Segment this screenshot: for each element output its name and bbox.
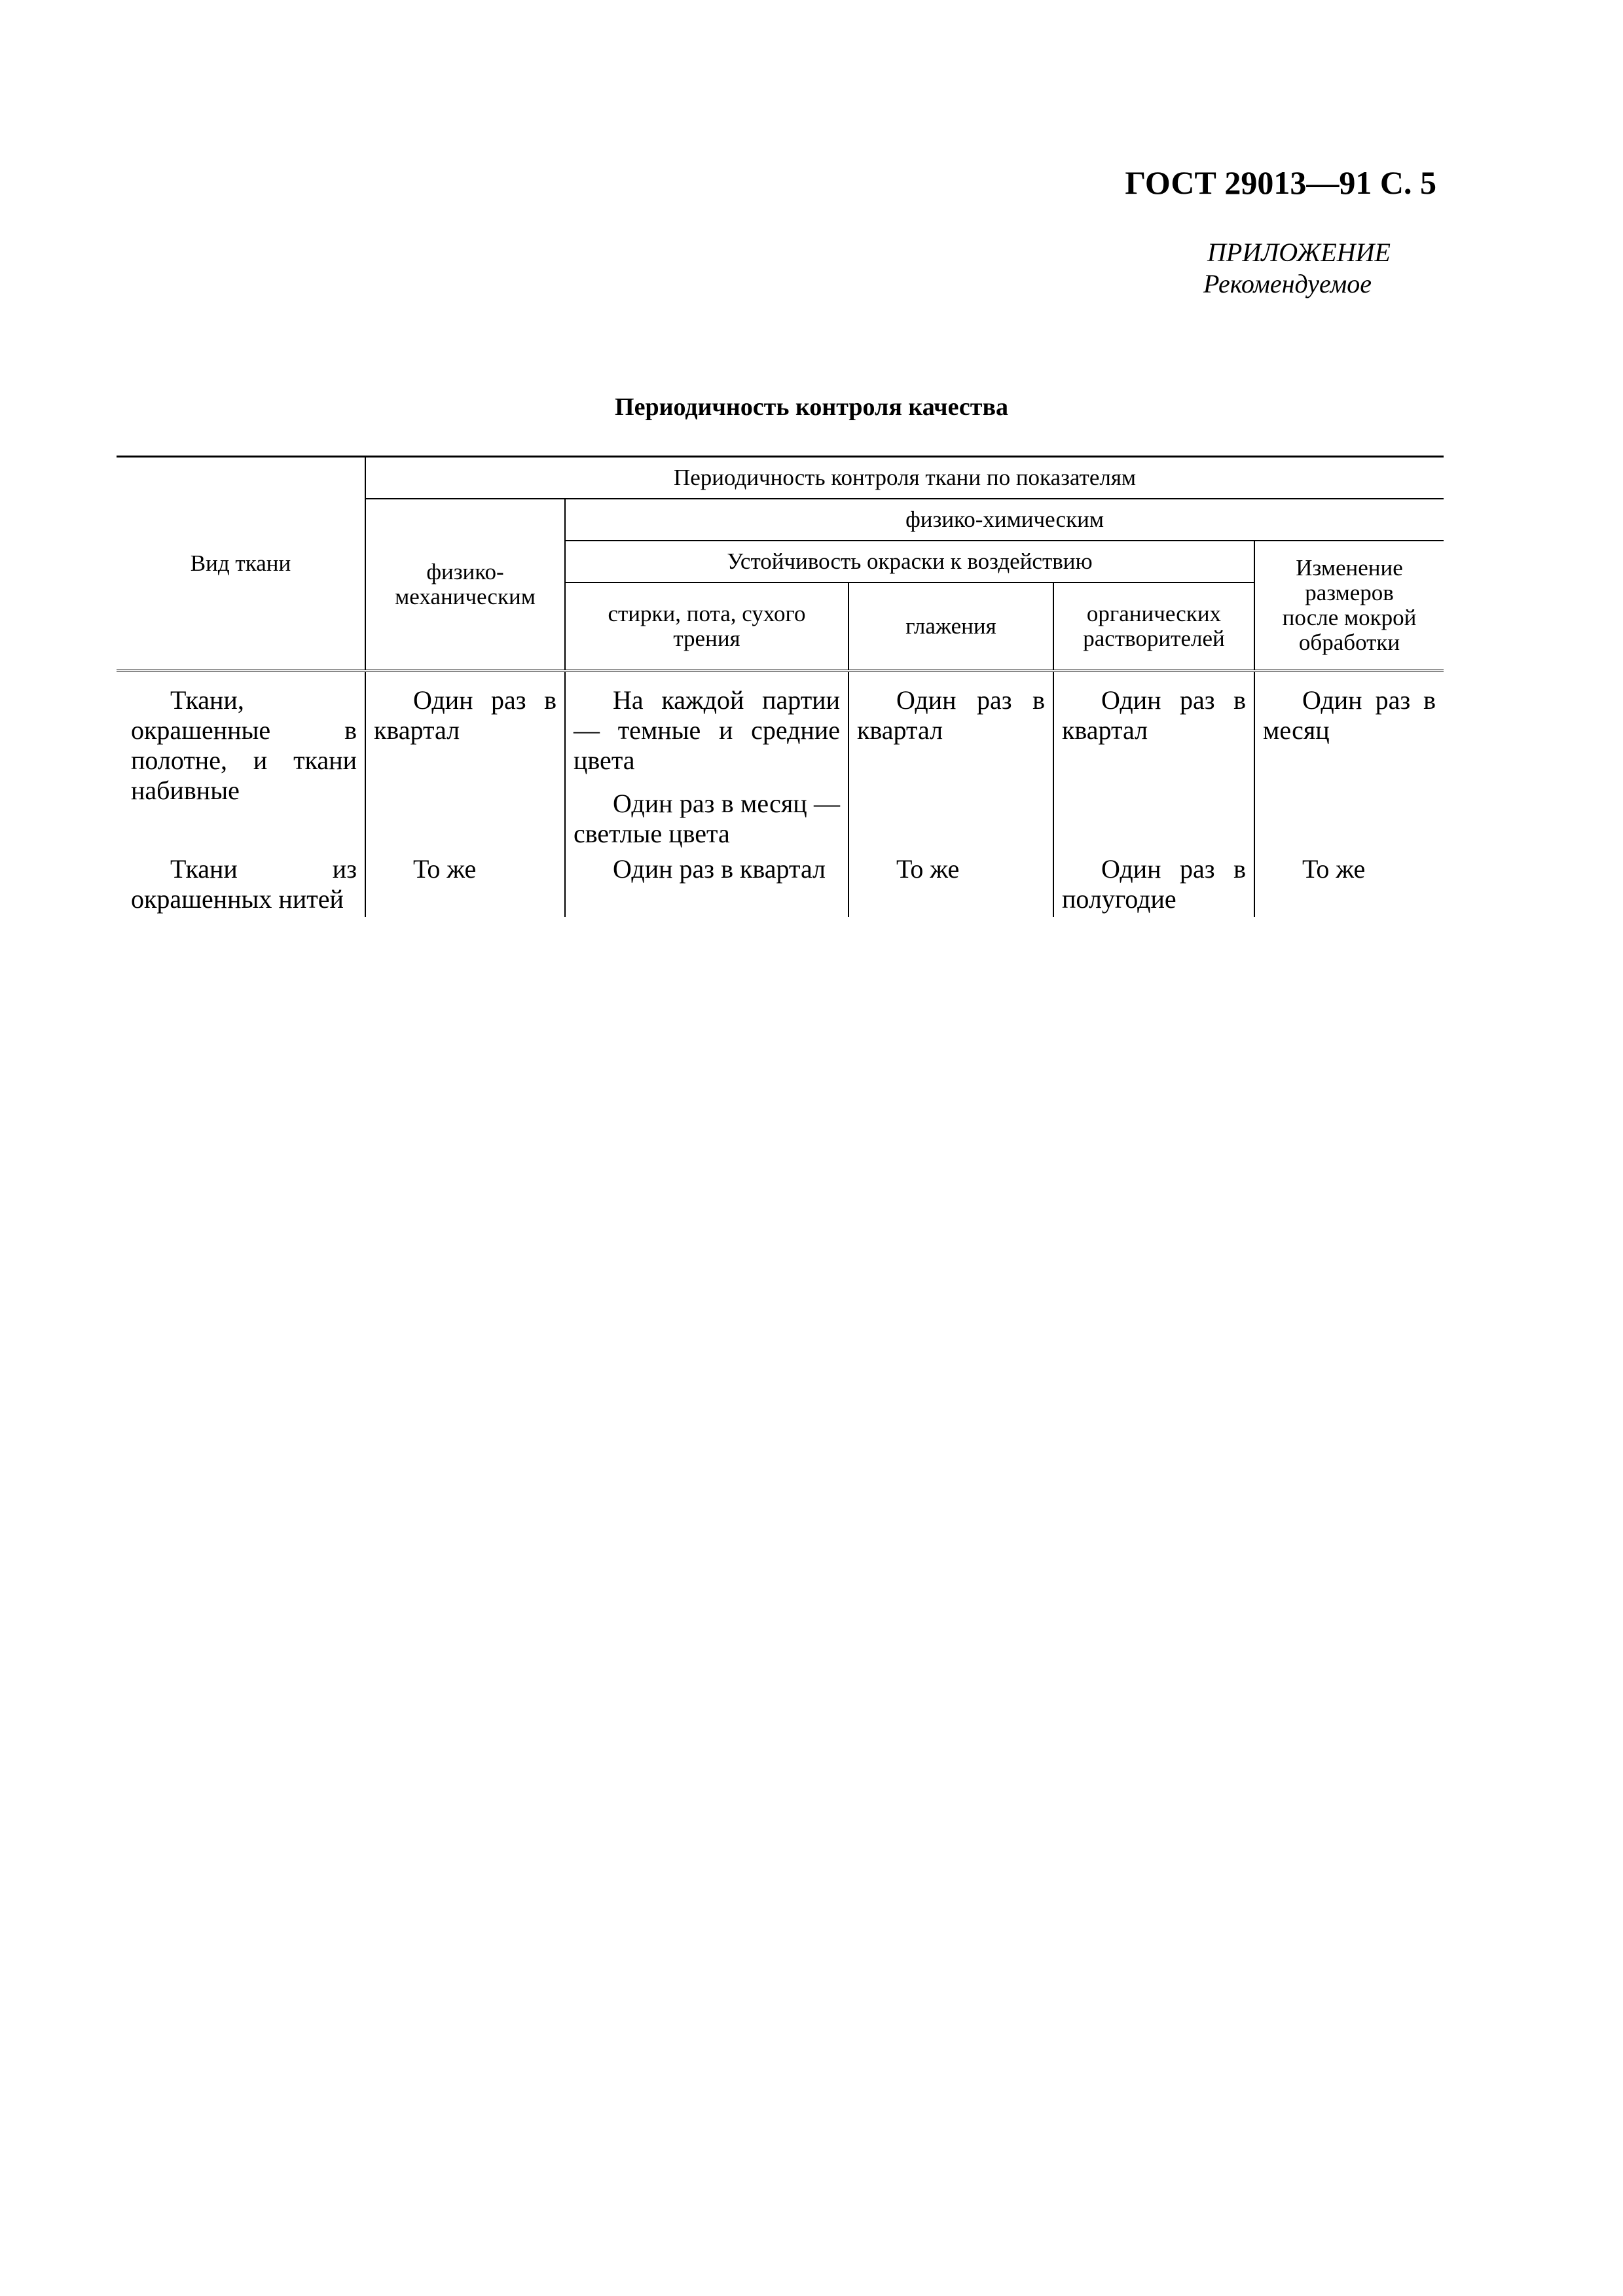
header-ironing: глажения <box>848 583 1053 671</box>
header-physchem: физико-химическим <box>565 499 1444 541</box>
appendix-block <box>1203 237 1391 300</box>
cell-size-change: Один раз в месяц <box>1254 671 1444 849</box>
cell-physmech: Один раз в квартал <box>365 671 565 849</box>
cell-washing: Один раз в квартал <box>565 849 848 917</box>
header-periodicity: Периодичность контроля ткани по показателям <box>365 457 1444 499</box>
table-title: Периодичность контроля качества <box>615 393 1008 421</box>
cell-fabric-type: Ткани, окрашенные в полотне, и ткани набивные <box>117 671 365 849</box>
header-colorfastness: Устойчивость окраски к воздействию <box>565 541 1254 583</box>
cell-solvents: Один раз в полугодие <box>1053 849 1254 917</box>
cell-ironing: То же <box>848 849 1053 917</box>
cell-washing-dark: На каждой партии — темные и средние цвета <box>574 685 840 775</box>
page-header-standard: ГОСТ 29013—91 С. 5 <box>1125 164 1436 201</box>
header-solvents: органических растворителей <box>1053 583 1254 671</box>
header-physmech: физико- механическим <box>365 499 565 671</box>
table-row <box>117 849 1444 917</box>
appendix-type: Рекомендуемое <box>1203 269 1372 298</box>
header-washing: стирки, пота, сухого трения <box>565 583 848 671</box>
cell-washing-light: Один раз в месяц — светлые цвета <box>574 789 840 848</box>
cell-solvents: Один раз в квартал <box>1053 671 1254 849</box>
table-row <box>117 671 1444 849</box>
cell-ironing: Один раз в квартал <box>848 671 1053 849</box>
quality-control-table <box>117 456 1444 917</box>
cell-physmech: То же <box>365 849 565 917</box>
header-fabric-type: Вид ткани <box>117 457 365 672</box>
cell-washing <box>565 671 848 849</box>
header-size-change: Изменение размеров после мокрой обработки <box>1254 541 1444 671</box>
cell-fabric-type: Ткани из окрашенных нитей <box>117 849 365 917</box>
appendix-label: ПРИЛОЖЕНИЕ <box>1207 238 1391 267</box>
cell-size-change: То же <box>1254 849 1444 917</box>
